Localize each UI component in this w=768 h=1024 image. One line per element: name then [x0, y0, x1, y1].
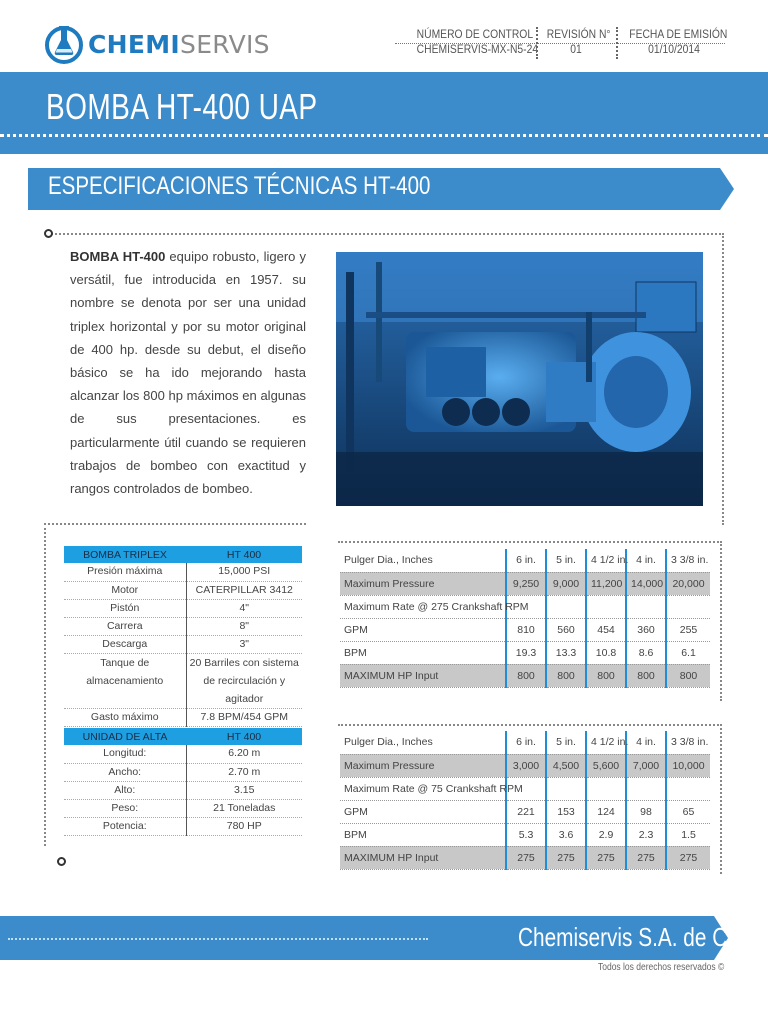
- table-row: [64, 635, 302, 653]
- cell-value: [626, 595, 666, 618]
- cell-value: 11,200: [586, 572, 626, 595]
- performance-table-275rpm: [340, 549, 710, 688]
- cell-value: [586, 777, 626, 800]
- cell-value: 4 1/2 in.: [586, 549, 626, 572]
- spec-value: 7.8 BPM/454 GPM: [186, 708, 302, 726]
- issue-date-label: FECHA DE EMISIÓN: [629, 27, 728, 41]
- row-label: BPM: [340, 823, 506, 846]
- table-header: BOMBA TRIPLEX: [64, 546, 186, 563]
- row-label: BPM: [340, 641, 506, 664]
- table-row: [340, 800, 710, 823]
- spec-value: CATERPILLAR 3412: [186, 581, 302, 599]
- spec-label: Presión máxima: [64, 563, 186, 581]
- section-banner: [28, 168, 734, 210]
- cell-value: 360: [626, 618, 666, 641]
- spec-value: 4": [186, 599, 302, 617]
- spec-label: Ancho:: [64, 763, 186, 781]
- spec-value: 2.70 m: [186, 763, 302, 781]
- cell-value: 124: [586, 800, 626, 823]
- table-row: [340, 618, 710, 641]
- cell-value: 4 1/2 in.: [586, 731, 626, 754]
- cell-value: 5 in.: [546, 731, 586, 754]
- cell-value: [626, 777, 666, 800]
- spec-label: Gasto máximo: [64, 708, 186, 726]
- performance-table-75rpm: [340, 731, 710, 870]
- row-label: Maximum Rate @ 75 Crankshaft RPM: [340, 777, 506, 800]
- table-row: [64, 653, 302, 708]
- ring-marker-icon: [44, 229, 53, 238]
- row-label: Pulger Dia., Inches: [340, 549, 506, 572]
- spec-label: Alto:: [64, 781, 186, 799]
- table-row: [340, 777, 710, 800]
- cell-value: 255: [666, 618, 710, 641]
- spec-value: 3.15: [186, 781, 302, 799]
- control-number-label: NÚMERO DE CONTROL: [416, 27, 534, 41]
- row-label: Maximum Pressure: [340, 754, 506, 777]
- cell-value: 5 in.: [546, 549, 586, 572]
- table-row: [64, 763, 302, 781]
- control-number: [408, 27, 539, 57]
- table-row: [64, 799, 302, 817]
- cell-value: 2.3: [626, 823, 666, 846]
- revision-label: REVISIÓN N°: [546, 27, 611, 41]
- control-number-value: CHEMISERVIS-MX-N5-24: [416, 42, 539, 56]
- spec-label: Peso:: [64, 799, 186, 817]
- row-label: Pulger Dia., Inches: [340, 731, 506, 754]
- cell-value: 3,000: [506, 754, 546, 777]
- section-title: ESPECIFICACIONES TÉCNICAS HT-400: [48, 172, 431, 200]
- cell-value: 4 in.: [626, 549, 666, 572]
- cell-value: 65: [666, 800, 710, 823]
- table-row: [340, 754, 710, 777]
- control-separator: [616, 27, 618, 59]
- pump-photo-illustration: [336, 252, 703, 506]
- cell-value: 20,000: [666, 572, 710, 595]
- intro-paragraph: [70, 245, 306, 500]
- title-band: [0, 72, 768, 154]
- cell-value: 6 in.: [506, 731, 546, 754]
- cell-value: 560: [546, 618, 586, 641]
- ring-marker-icon: [57, 857, 66, 866]
- pump-photo: [336, 252, 703, 506]
- cell-value: [586, 595, 626, 618]
- cell-value: 3.6: [546, 823, 586, 846]
- cell-value: [666, 595, 710, 618]
- spec-label: Motor: [64, 581, 186, 599]
- cell-value: 14,000: [626, 572, 666, 595]
- table-header: HT 400: [186, 728, 302, 745]
- row-label: MAXIMUM HP Input: [340, 664, 506, 687]
- cell-value: 4 in.: [626, 731, 666, 754]
- issue-date-value: 01/10/2014: [648, 42, 700, 56]
- cell-value: 6.1: [666, 641, 710, 664]
- table-row: [340, 549, 710, 572]
- cell-value: 275: [626, 846, 666, 869]
- footer-rights: Todos los derechos reservados ©: [598, 962, 725, 973]
- table-row: [64, 708, 302, 726]
- triplex-spec-table: [64, 546, 302, 727]
- row-label: MAXIMUM HP Input: [340, 846, 506, 869]
- cell-value: 153: [546, 800, 586, 823]
- cell-value: 800: [506, 664, 546, 687]
- revision: [542, 27, 610, 57]
- spec-value: 3": [186, 635, 302, 653]
- cell-value: [666, 777, 710, 800]
- spec-label: Pistón: [64, 599, 186, 617]
- footer-company-name: Chemiservis S.A. de C.V.: [518, 922, 751, 952]
- spec-value: 15,000 PSI: [186, 563, 302, 581]
- cell-value: 5.3: [506, 823, 546, 846]
- spec-value: 6.20 m: [186, 745, 302, 763]
- cell-value: 98: [626, 800, 666, 823]
- cell-value: 19.3: [506, 641, 546, 664]
- table-row: [340, 846, 710, 869]
- cell-value: [546, 595, 586, 618]
- cell-value: 3 3/8 in.: [666, 549, 710, 572]
- table-row: [64, 563, 302, 581]
- row-label: Maximum Rate @ 275 Crankshaft RPM: [340, 595, 506, 618]
- cell-value: 800: [586, 664, 626, 687]
- cell-value: 10,000: [666, 754, 710, 777]
- spec-label: Longitud:: [64, 745, 186, 763]
- cell-value: [546, 777, 586, 800]
- table-row: [340, 664, 710, 687]
- cell-value: 8.6: [626, 641, 666, 664]
- cell-value: 9,250: [506, 572, 546, 595]
- table-row: [340, 823, 710, 846]
- table-row: [64, 817, 302, 835]
- alta-spec-table: [64, 728, 302, 836]
- row-label: Maximum Pressure: [340, 572, 506, 595]
- cell-value: 3 3/8 in.: [666, 731, 710, 754]
- cell-value: 5,600: [586, 754, 626, 777]
- logo-flask-icon: [44, 24, 84, 64]
- cell-value: 275: [586, 846, 626, 869]
- table-header: UNIDAD DE ALTA: [64, 728, 186, 745]
- cell-value: 221: [506, 800, 546, 823]
- cell-value: 10.8: [586, 641, 626, 664]
- table-row: [340, 641, 710, 664]
- table-row: [64, 781, 302, 799]
- spec-value: 780 HP: [186, 817, 302, 835]
- issue-date: [622, 27, 726, 57]
- table-row: [340, 595, 710, 618]
- page-title: BOMBA HT-400 UAP: [46, 86, 318, 127]
- revision-value: 01: [570, 42, 582, 56]
- spec-value: 20 Barriles con sistema de recirculación y agitador: [186, 653, 302, 708]
- company-logo: [44, 22, 270, 66]
- cell-value: 275: [506, 846, 546, 869]
- cell-value: 4,500: [546, 754, 586, 777]
- table-row: [340, 731, 710, 754]
- table-row: [64, 581, 302, 599]
- row-label: GPM: [340, 800, 506, 823]
- cell-value: 13.3: [546, 641, 586, 664]
- cell-value: 800: [546, 664, 586, 687]
- table-row: [64, 599, 302, 617]
- table-row: [64, 745, 302, 763]
- spec-value: 21 Toneladas: [186, 799, 302, 817]
- spec-value: 8": [186, 617, 302, 635]
- table-row: [340, 572, 710, 595]
- cell-value: 800: [626, 664, 666, 687]
- cell-value: 454: [586, 618, 626, 641]
- table-header: HT 400: [186, 546, 302, 563]
- cell-value: 800: [666, 664, 710, 687]
- spec-label: Carrera: [64, 617, 186, 635]
- cell-value: 275: [666, 846, 710, 869]
- table-row: [64, 617, 302, 635]
- cell-value: 6 in.: [506, 549, 546, 572]
- intro-bold: BOMBA HT-400: [70, 249, 166, 264]
- spec-label: Descarga: [64, 635, 186, 653]
- cell-value: 2.9: [586, 823, 626, 846]
- control-separator: [536, 27, 538, 59]
- title-band-dots: [0, 134, 768, 137]
- logo-wordmark: CHEMISERVIS: [88, 29, 270, 59]
- spec-label: Potencia:: [64, 817, 186, 835]
- cell-value: 7,000: [626, 754, 666, 777]
- cell-value: 1.5: [666, 823, 710, 846]
- cell-value: 810: [506, 618, 546, 641]
- footer-dots: [8, 938, 428, 940]
- row-label: GPM: [340, 618, 506, 641]
- cell-value: 275: [546, 846, 586, 869]
- cell-value: 9,000: [546, 572, 586, 595]
- intro-body: equipo robusto, ligero y versátil, fue introducida en 1957. su nombre se denota por ser una unidad triplex horizontal y por su motor original de 400 hp. desde su debut, el diseño básico se ha ido mejorando hasta alcanzar los 800 hp máximos en algunas de sus presentaciones. es particularmente útil cuando se requieren trabajos de bombeo con exactitud y rangos controlados de bombeo.: [70, 249, 306, 497]
- spec-label: Tanque de almacenamiento: [64, 653, 186, 708]
